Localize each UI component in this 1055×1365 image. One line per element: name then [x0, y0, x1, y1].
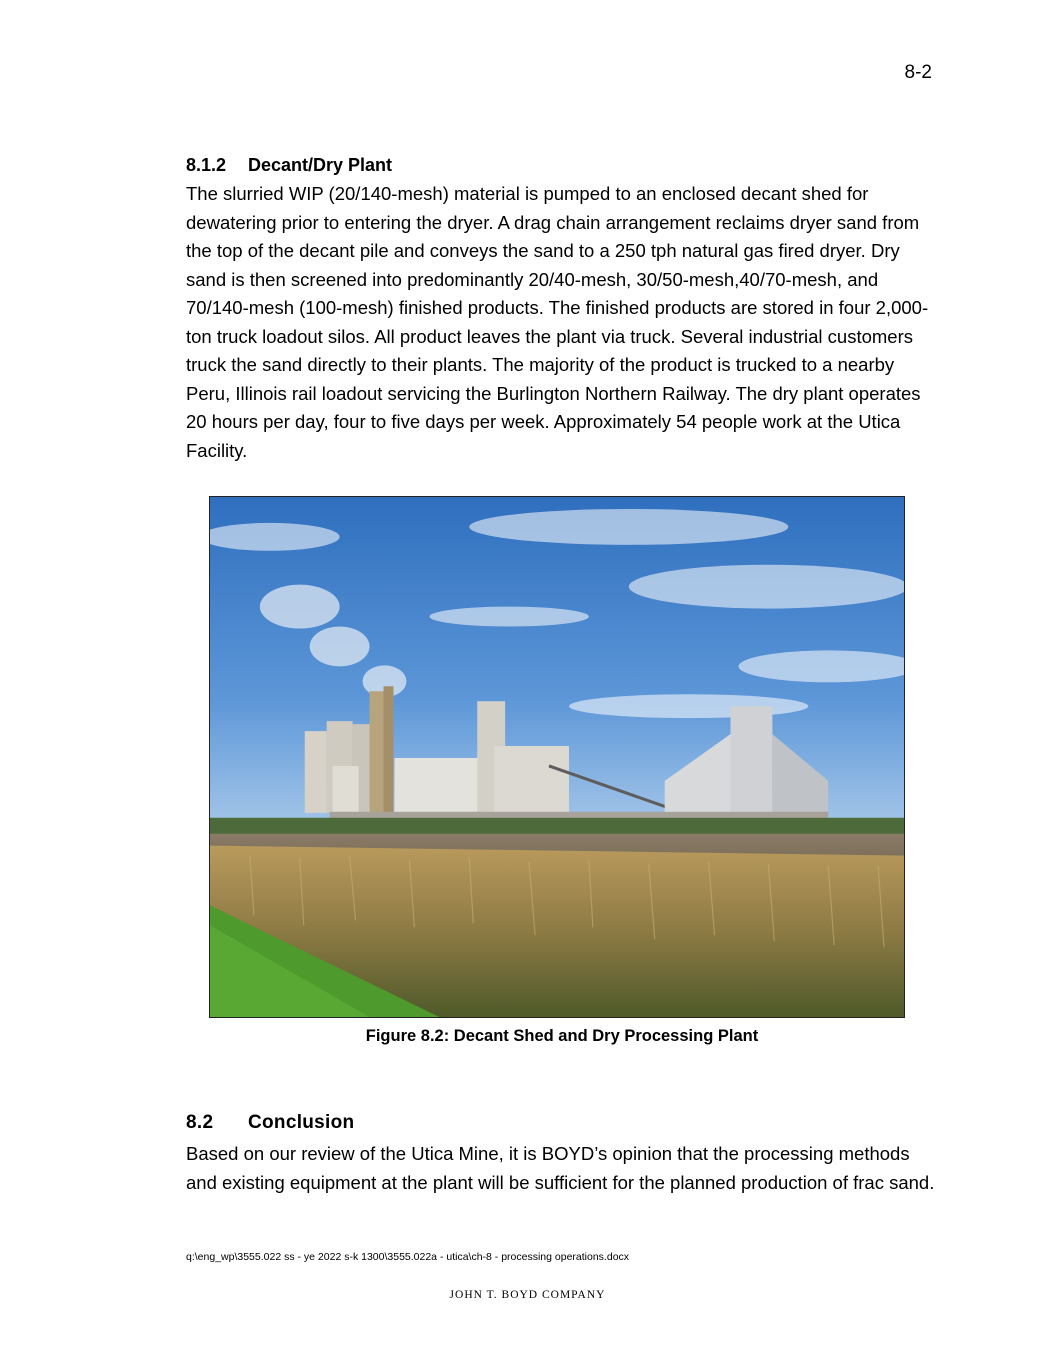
section-8-2-body: Based on our review of the Utica Mine, it is BOYD’s opinion that the processing methods and existing equipment at the plant will be sufficient for the planned production of frac sand.	[186, 1143, 935, 1193]
plant-photo	[209, 496, 905, 1018]
section-8-1-2-body: The slurried WIP (20/140-mesh) material is pumped to an enclosed decant shed for dewatering prior to entering the dryer. A drag chain arrangement reclaims dryer sand from the top of the decant pile and conveys the sand to a 250 tph natural gas fired dryer. Dry sand is then screened into predominantly 20/40-mesh, 30/50-mesh,40/70-mesh, and 70/140-mesh (100-mesh) finished products. The finished products are stored in four 2,000-ton truck loadout silos. All product leaves the plant via truck. Several industrial customers truck the sand directly to their plants. The majority of the product is trucked to a nearby Peru, Illinois rail loadout servicing the Burlington Northern Railway. The dry plant operates 20 hours per day, four to five days per week. Approximately 54 people work at the Utica Facility.	[186, 183, 929, 461]
figure-caption: Figure 8.2: Decant Shed and Dry Processing Plant	[365, 1027, 759, 1045]
section-8-2-heading	[186, 1112, 354, 1134]
section-8-1-2-title: Decant/Dry Plant	[248, 155, 393, 175]
footer-company-name: JOHN T. BOYD COMPANY	[449, 1289, 606, 1301]
plant-photo-illustration	[210, 497, 904, 1017]
section-8-2-title: Conclusion	[248, 1112, 355, 1133]
tree-line	[210, 818, 904, 836]
section-8-2-number: 8.2	[186, 1112, 214, 1133]
footer-file-path: q:\eng_wp\3555.022 ss - ye 2022 s-k 1300\3555.022a - utica\ch-8 - processing operations.docx	[186, 1251, 630, 1263]
section-8-1-2-number: 8.1.2	[186, 155, 227, 175]
section-8-1-2-heading	[186, 155, 392, 176]
page-number: 8-2	[904, 62, 932, 83]
